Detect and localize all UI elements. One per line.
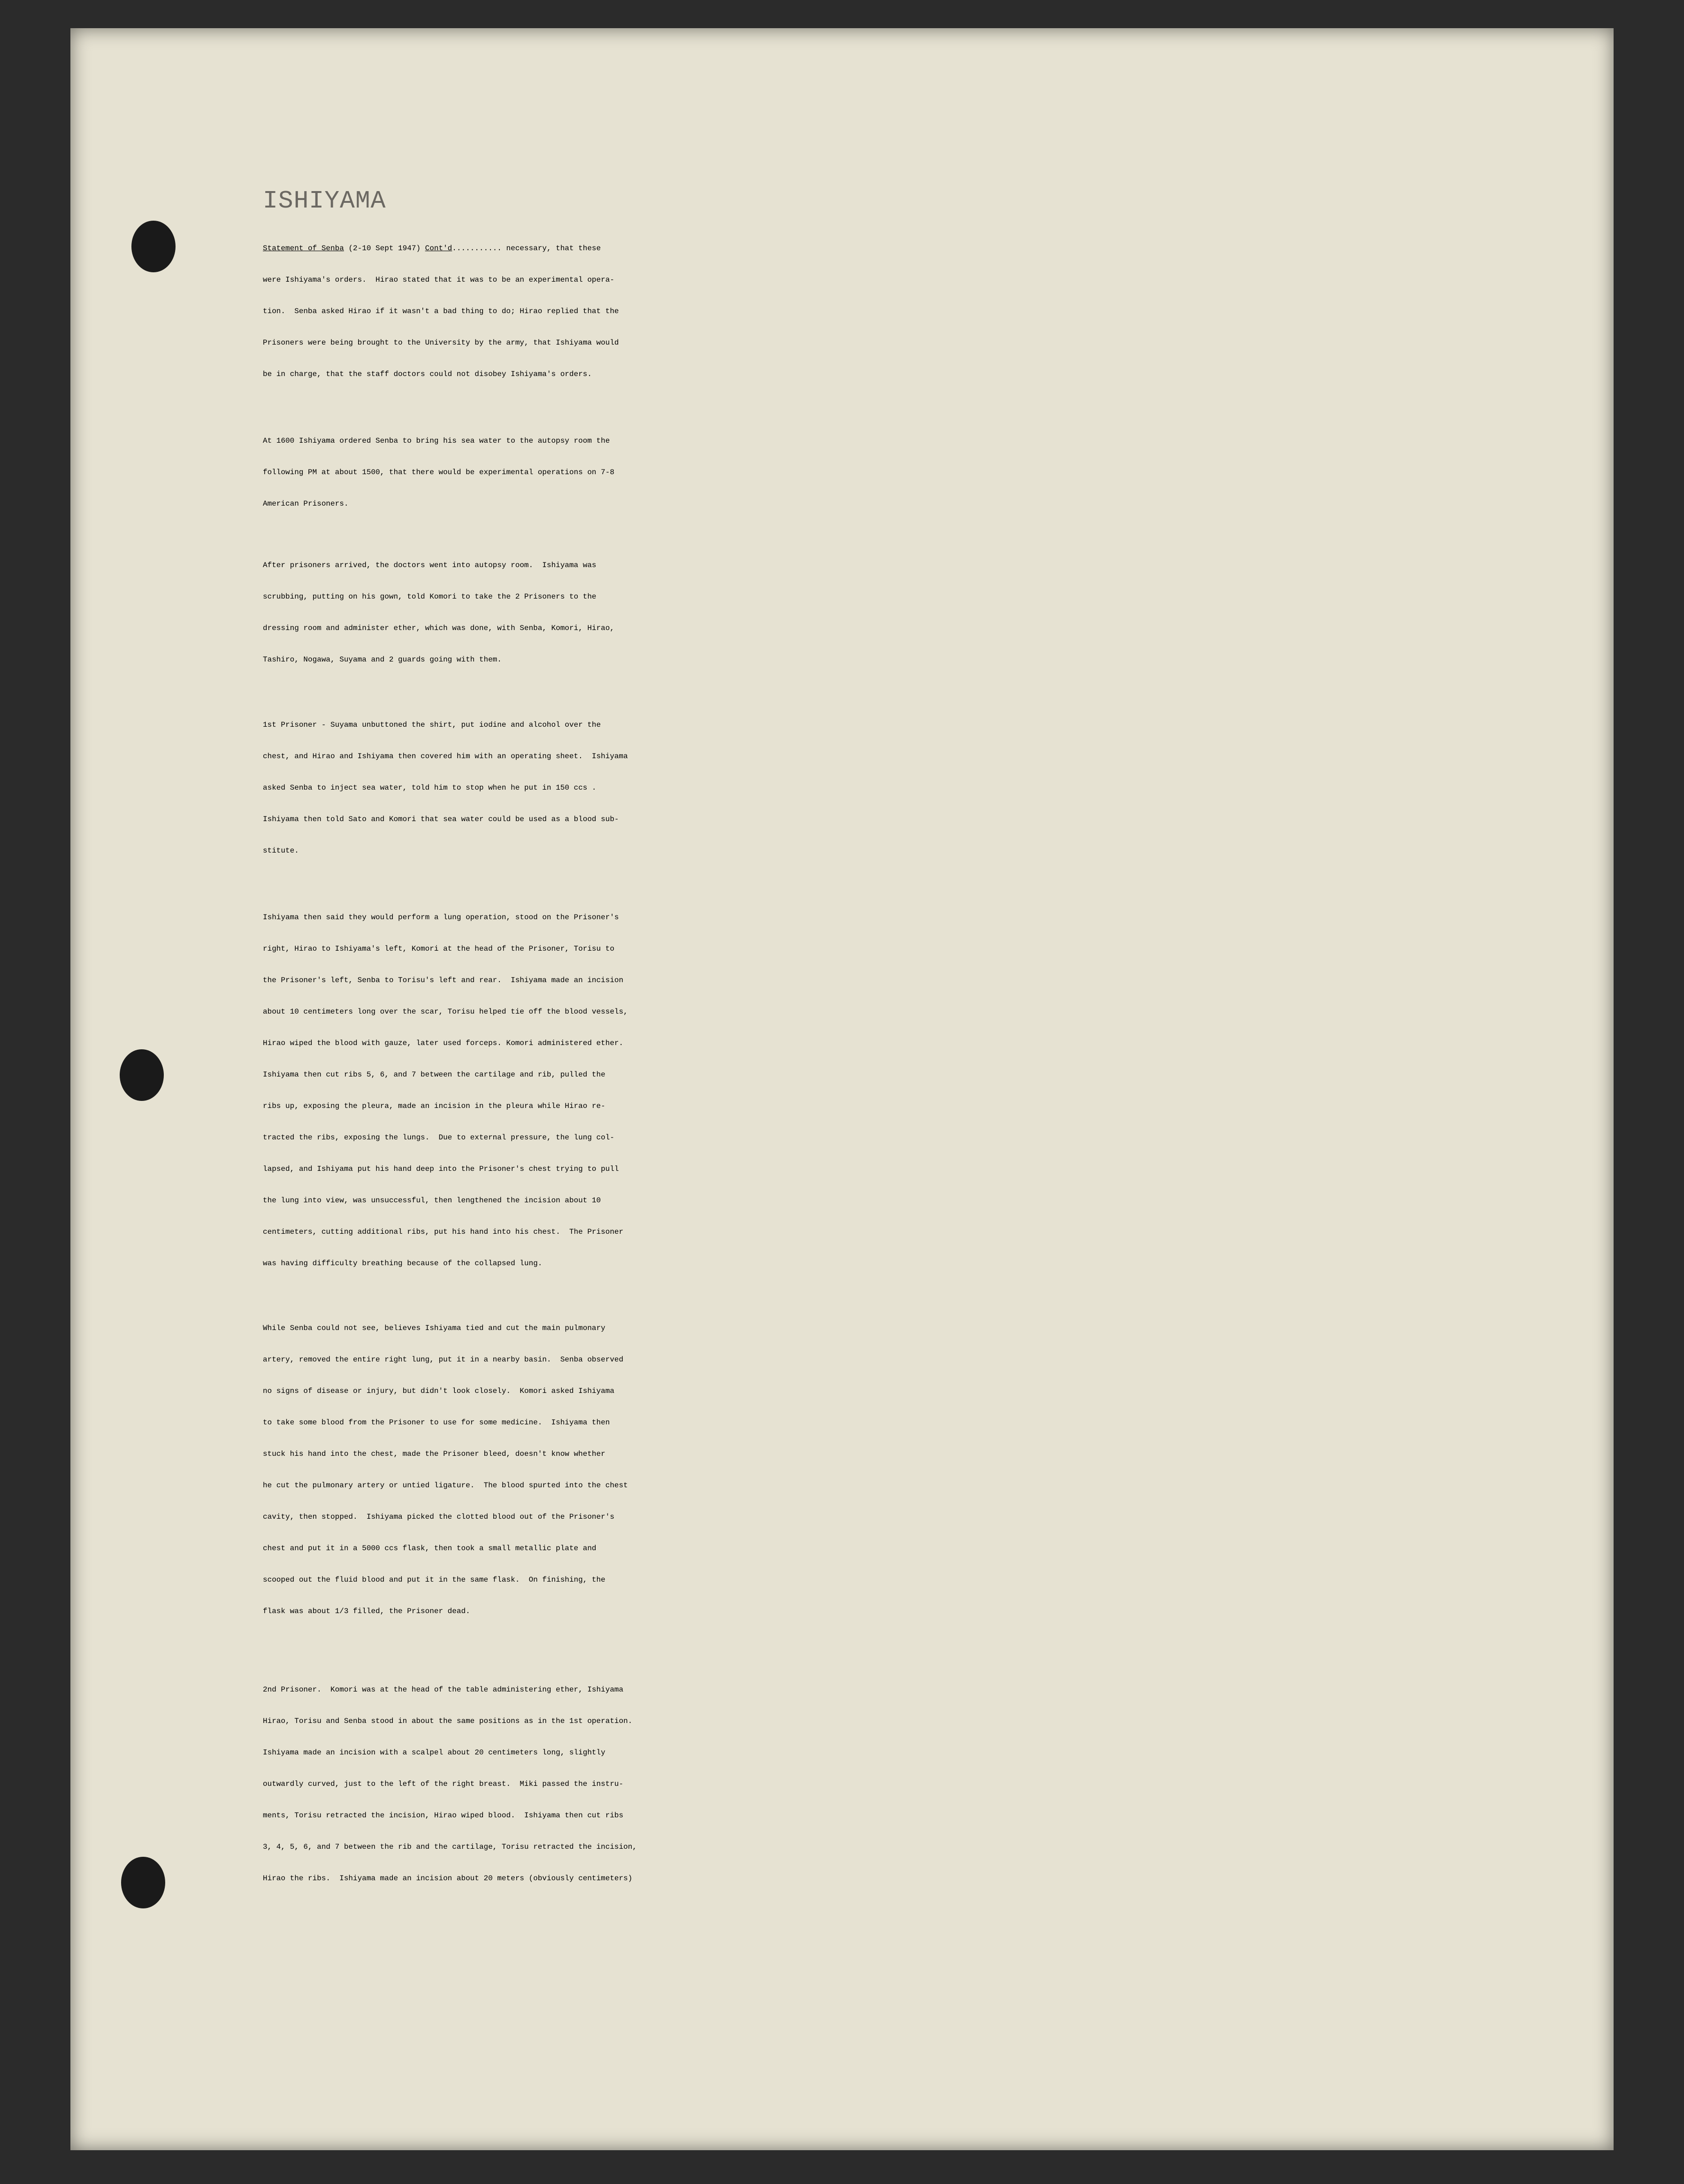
text-line: 3, 4, 5, 6, and 7 between the rib and the cartilage, Torisu retracted the incision, bbox=[263, 1843, 637, 1851]
text-line: Ishiyama then said they would perform a lung operation, stood on the Prisoner's bbox=[263, 913, 619, 922]
text-line: tracted the ribs, exposing the lungs. Due to external pressure, the lung col- bbox=[263, 1133, 614, 1142]
text-line: the lung into view, was unsuccessful, then lengthened the incision about 10 bbox=[263, 1196, 601, 1205]
text-line: dressing room and administer ether, which was done, with Senba, Komori, Hirao, bbox=[263, 624, 614, 632]
text-line: Tashiro, Nogawa, Suyama and 2 guards going with them. bbox=[263, 655, 502, 664]
text-line: American Prisoners. bbox=[263, 500, 349, 508]
text-line: was having difficulty breathing because of the collapsed lung. bbox=[263, 1259, 543, 1268]
text-line: At 1600 Ishiyama ordered Senba to bring his sea water to the autopsy room the bbox=[263, 437, 610, 445]
text-line: 1st Prisoner - Suyama unbuttoned the shirt, put iodine and alcohol over the bbox=[263, 721, 601, 729]
text-line: no signs of disease or injury, but didn't look closely. Komori asked Ishiyama bbox=[263, 1387, 614, 1395]
text-line: chest, and Hirao and Ishiyama then covered him with an operating sheet. Ishiyama bbox=[263, 752, 628, 761]
text-line: ments, Torisu retracted the incision, Hirao wiped blood. Ishiyama then cut ribs bbox=[263, 1811, 624, 1820]
paragraph-2 bbox=[263, 437, 1615, 531]
statement-line-tail: ........... necessary, that these bbox=[452, 244, 601, 253]
paragraph-1 bbox=[263, 244, 1615, 401]
text-line: tion. Senba asked Hirao if it wasn't a bad thing to do; Hirao replied that the bbox=[263, 307, 619, 315]
text-line: stitute. bbox=[263, 846, 299, 855]
text-line: centimeters, cutting additional ribs, put his hand into his chest. The Prisoner bbox=[263, 1228, 624, 1236]
text-line: Hirao, Torisu and Senba stood in about the same positions as in the 1st operation. bbox=[263, 1717, 633, 1725]
text-line: about 10 centimeters long over the scar, Torisu helped tie off the blood vessels, bbox=[263, 1007, 628, 1016]
statement-date: (2-10 Sept 1947) bbox=[344, 244, 425, 253]
text-line: following PM at about 1500, that there would be experimental operations on 7-8 bbox=[263, 468, 614, 477]
text-line: flask was about 1/3 filled, the Prisoner dead. bbox=[263, 1607, 470, 1615]
text-line: scrubbing, putting on his gown, told Komori to take the 2 Prisoners to the bbox=[263, 592, 597, 601]
document-header: ISHIYAMA bbox=[263, 187, 386, 215]
text-line: Prisoners were being brought to the University by the army, that Ishiyama would bbox=[263, 338, 619, 347]
punch-hole-bottom bbox=[121, 1857, 165, 1908]
text-line: Ishiyama then cut ribs 5, 6, and 7 between the cartilage and rib, pulled the bbox=[263, 1070, 605, 1079]
paragraph-4 bbox=[263, 721, 1615, 878]
text-line: outwardly curved, just to the left of the right breast. Miki passed the instru- bbox=[263, 1780, 624, 1788]
text-line: Hirao the ribs. Ishiyama made an incision about 20 meters (obviously centimeters) bbox=[263, 1874, 633, 1883]
text-line: were Ishiyama's orders. Hirao stated that it was to be an experimental opera- bbox=[263, 276, 614, 284]
text-line: he cut the pulmonary artery or untied ligature. The blood spurted into the chest bbox=[263, 1481, 628, 1490]
text-line: Ishiyama then told Sato and Komori that sea water could be used as a blood sub- bbox=[263, 815, 619, 823]
text-line: Hirao wiped the blood with gauze, later used forceps. Komori administered ether. bbox=[263, 1039, 624, 1047]
paragraph-6 bbox=[263, 1324, 1615, 1638]
text-line: 2nd Prisoner. Komori was at the head of the table administering ether, Ishiyama bbox=[263, 1685, 624, 1694]
text-line: be in charge, that the staff doctors could not disobey Ishiyama's orders. bbox=[263, 370, 592, 378]
text-line: scooped out the fluid blood and put it in the same flask. On finishing, the bbox=[263, 1576, 605, 1584]
text-line: lapsed, and Ishiyama put his hand deep into the Prisoner's chest trying to pull bbox=[263, 1165, 619, 1173]
text-line: chest and put it in a 5000 ccs flask, then took a small metallic plate and bbox=[263, 1544, 597, 1553]
statement-line bbox=[263, 244, 1615, 276]
contd-label: Cont'd bbox=[425, 244, 452, 253]
paragraph-5 bbox=[263, 913, 1615, 1291]
text-line: Ishiyama made an incision with a scalpel about 20 centimeters long, slightly bbox=[263, 1748, 605, 1757]
text-line: the Prisoner's left, Senba to Torisu's left and rear. Ishiyama made an incision bbox=[263, 976, 624, 984]
text-line: While Senba could not see, believes Ishiyama tied and cut the main pulmonary bbox=[263, 1324, 605, 1332]
paragraph-3 bbox=[263, 561, 1615, 687]
text-line: right, Hirao to Ishiyama's left, Komori at the head of the Prisoner, Torisu to bbox=[263, 945, 614, 953]
statement-heading: Statement of Senba bbox=[263, 244, 344, 253]
text-line: cavity, then stopped. Ishiyama picked the clotted blood out of the Prisoner's bbox=[263, 1513, 614, 1521]
text-line: to take some blood from the Prisoner to use for some medicine. Ishiyama then bbox=[263, 1418, 610, 1427]
punch-hole-middle bbox=[120, 1049, 164, 1101]
text-line: After prisoners arrived, the doctors went into autopsy room. Ishiyama was bbox=[263, 561, 597, 569]
paragraph-7 bbox=[263, 1685, 1615, 1906]
text-line: ribs up, exposing the pleura, made an incision in the pleura while Hirao re- bbox=[263, 1102, 605, 1110]
text-line: stuck his hand into the chest, made the Prisoner bleed, doesn't know whether bbox=[263, 1450, 605, 1458]
text-line: asked Senba to inject sea water, told him to stop when he put in 150 ccs . bbox=[263, 784, 597, 792]
punch-hole-top bbox=[131, 221, 176, 272]
text-line: artery, removed the entire right lung, put it in a nearby basin. Senba observed bbox=[263, 1355, 624, 1364]
